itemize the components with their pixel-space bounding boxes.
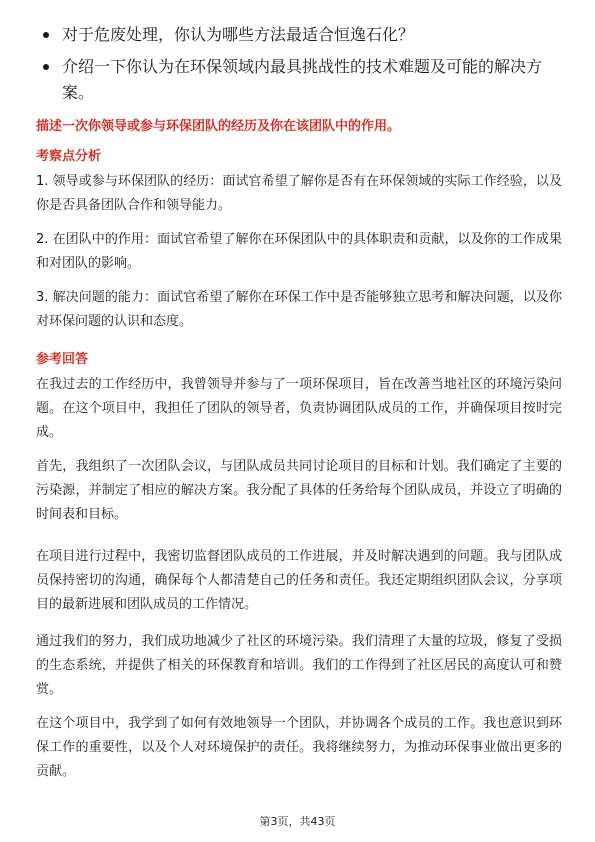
- answer-paragraph: 首先，我组织了一次团队会议，与团队成员共同讨论项目的目标和计划。我们确定了主要的污染源，并制定了相应的解决方案。我分配了具体的任务给每个团队成员，并设立了明确的时间表和目标。: [36, 459, 562, 522]
- bullet-dot-icon: [43, 64, 49, 70]
- bullet-text: 对于危废处理，你认为哪些方法最适合恒逸石化？: [62, 25, 415, 44]
- analysis-item: 3. 解决问题的能力：面试官希望了解你在环保工作中是否能够独立思考和解决问题，以及你对环保问题的认识和态度。: [36, 290, 562, 329]
- bullet-dot-icon: [43, 32, 49, 38]
- bullet-text: 介绍一下你认为在环保领域内最具挑战性的技术难题及可能的解决方案。: [62, 57, 543, 102]
- analysis-item: 1. 领导或参与环保团队的经历：面试官希望了解你是否有在环保领域的实际工作经验，以及你是否具备团队合作和领导能力。: [36, 174, 562, 213]
- question-bullet-list: [40, 22, 560, 112]
- answer-paragraph: 通过我们的努力，我们成功地减少了社区的环境污染。我们清理了大量的垃圾，修复了受损的生态系统，并提供了相关的环保教育和培训。我们的工作得到了社区居民的高度认可和赞赏。: [36, 634, 562, 697]
- answer-paragraph: 在这个项目中，我学到了如何有效地领导一个团队，并协调各个成员的工作。我也意识到环保工作的重要性，以及个人对环境保护的责任。我将继续努力，为推动环保事业做出更多的贡献。: [36, 716, 562, 779]
- bullet-item: [40, 54, 560, 106]
- interview-question: 描述一次你领导或参与环保团队的经历及你在该团队中的作用。: [36, 119, 401, 134]
- page-number: 第3页，共43页: [259, 815, 336, 828]
- answer-paragraph: 在项目进行过程中，我密切监督团队成员的工作进展，并及时解决遇到的问题。我与团队成员保持密切的沟通，确保每个人都清楚自己的任务和责任。我还定期组织团队会议，分享项目的最新进展和团队成员的工作情况。: [36, 549, 562, 612]
- bullet-item: [40, 22, 560, 48]
- answer-heading: 参考回答: [36, 352, 89, 367]
- analysis-heading: 考察点分析: [36, 149, 102, 164]
- answer-paragraph: 在我过去的工作经历中，我曾领导并参与了一项环保项目，旨在改善当地社区的环境污染问题。在这个项目中，我担任了团队的领导者，负责协调团队成员的工作，并确保项目按时完成。: [36, 377, 562, 440]
- analysis-item: 2. 在团队中的作用：面试官希望了解你在环保团队中的具体职责和贡献，以及你的工作成果和对团队的影响。: [36, 232, 562, 271]
